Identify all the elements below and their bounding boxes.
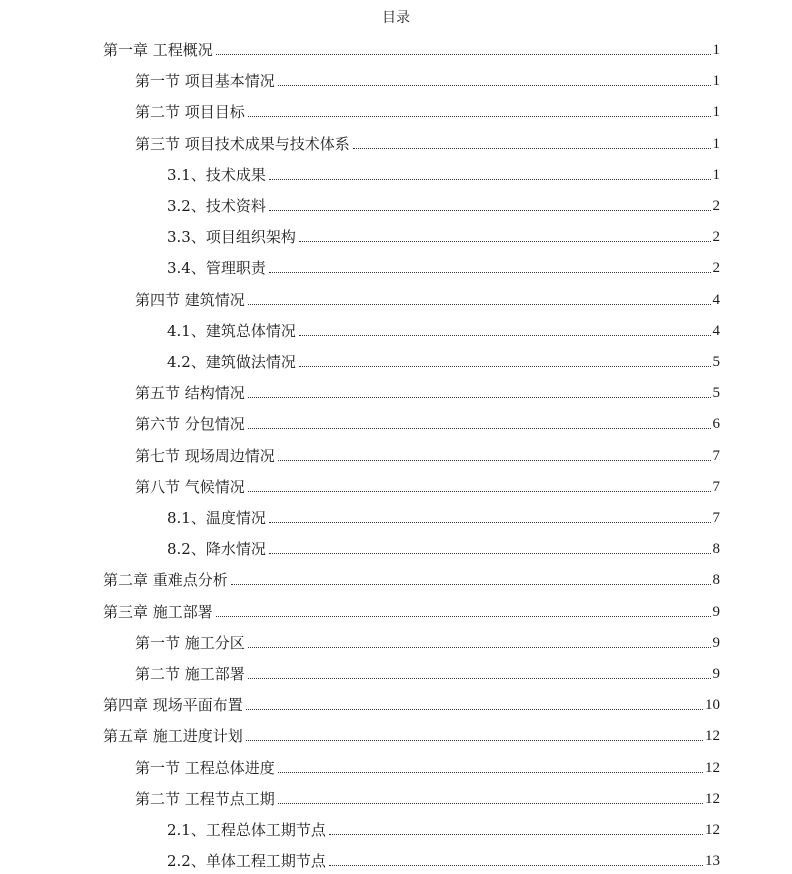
toc-entry[interactable] [167,537,720,559]
toc-entry[interactable] [135,787,720,809]
toc-entry-page-number: 9 [712,604,720,620]
toc-dot-leader [353,147,711,149]
toc-entry-label: 第四章 现场平面布置 [103,696,243,714]
toc-entry-label: 3.2、技术资料 [167,197,266,215]
toc-dot-leader [246,708,703,710]
toc-dot-leader [231,583,711,585]
toc-dot-leader [216,53,711,55]
toc-entry-page-number: 1 [712,167,720,183]
toc-entry-page-number: 6 [712,416,720,432]
toc-dot-leader [299,365,711,367]
toc-entry-page-number: 9 [712,666,720,682]
toc-dot-leader [278,84,711,86]
toc-entry[interactable] [167,350,720,372]
toc-dot-leader [248,490,711,492]
toc-entry[interactable] [103,600,720,622]
toc-entry-label: 第四节 建筑情况 [135,291,245,309]
toc-dot-leader [248,646,711,648]
toc-entry[interactable] [103,568,720,590]
toc-entry-label: 第三章 施工部署 [103,603,213,621]
toc-entry-label: 第八节 气候情况 [135,478,245,496]
toc-entry[interactable] [135,444,720,466]
toc-dot-leader [269,178,711,180]
toc-entry[interactable] [103,724,720,746]
toc-dot-leader [248,677,711,679]
toc-entry-label: 第二节 项目目标 [135,103,245,121]
toc-entry-page-number: 12 [705,822,720,838]
toc-entry-label: 第一节 项目基本情况 [135,72,275,90]
toc-dot-leader [248,303,711,305]
toc-entry-page-number: 7 [712,448,720,464]
toc-entry-label: 第五章 施工进度计划 [103,727,243,745]
toc-dot-leader [216,615,711,617]
toc-dot-leader [248,396,711,398]
toc-entry-label: 3.3、项目组织架构 [167,228,296,246]
toc-dot-leader [246,739,703,741]
toc-entry-label: 2.2、单体工程工期节点 [167,852,326,870]
toc-entry[interactable] [167,225,720,247]
toc-dot-leader [278,802,703,804]
toc-entry[interactable] [103,693,720,715]
toc-dot-leader [278,771,703,773]
toc-entry-label: 3.4、管理职责 [167,259,266,277]
toc-entry[interactable] [103,38,720,60]
toc-entry-page-number: 12 [705,728,720,744]
toc-entry-label: 8.2、降水情况 [167,540,266,558]
toc-entry[interactable] [135,100,720,122]
toc-entry[interactable] [135,69,720,91]
toc-entry[interactable] [167,319,720,341]
toc-entry-label: 第五节 结构情况 [135,384,245,402]
toc-dot-leader [329,864,703,866]
toc-entry-label: 第二节 施工部署 [135,665,245,683]
toc-entry-page-number: 1 [712,104,720,120]
toc-title: 目录 [382,10,410,26]
toc-dot-leader [269,552,711,554]
toc-entry[interactable] [135,381,720,403]
toc-entry-page-number: 8 [712,541,720,557]
toc-entry-page-number: 4 [712,323,720,339]
toc-entry[interactable] [135,132,720,154]
toc-entry-label: 2.1、工程总体工期节点 [167,821,326,839]
toc-entry[interactable] [167,256,720,278]
toc-dot-leader [269,209,711,211]
toc-entry[interactable] [135,631,720,653]
toc-dot-leader [269,521,711,523]
toc-entry[interactable] [135,288,720,310]
toc-entry-page-number: 7 [712,510,720,526]
toc-entry-label: 第一节 工程总体进度 [135,759,275,777]
toc-entry-label: 第一章 工程概况 [103,41,213,59]
toc-entry[interactable] [167,849,720,871]
toc-dot-leader [278,459,711,461]
toc-entry-page-number: 1 [712,136,720,152]
toc-entry-page-number: 5 [712,385,720,401]
toc-entry-label: 第二章 重难点分析 [103,571,228,589]
toc-entry-page-number: 12 [705,791,720,807]
toc-entry-page-number: 1 [712,42,720,58]
toc-entry-label: 第一节 施工分区 [135,634,245,652]
toc-entry[interactable] [135,412,720,434]
toc-entry-label: 4.1、建筑总体情况 [167,322,296,340]
toc-entry-page-number: 7 [712,479,720,495]
toc-entry-label: 8.1、温度情况 [167,509,266,527]
toc-entry-page-number: 5 [712,354,720,370]
toc-entry-page-number: 1 [712,73,720,89]
toc-dot-leader [329,833,703,835]
toc-entry-label: 第七节 现场周边情况 [135,447,275,465]
toc-entry-page-number: 9 [712,635,720,651]
toc-dot-leader [269,271,711,273]
toc-entry-page-number: 4 [712,292,720,308]
toc-entry-page-number: 13 [705,853,720,869]
toc-entry-label: 4.2、建筑做法情况 [167,353,296,371]
toc-entry-page-number: 12 [705,760,720,776]
toc-dot-leader [248,427,711,429]
toc-entry[interactable] [135,756,720,778]
toc-entry[interactable] [167,818,720,840]
toc-entry[interactable] [167,163,720,185]
toc-dot-leader [299,334,711,336]
toc-entry-label: 第二节 工程节点工期 [135,790,275,808]
toc-entry[interactable] [135,662,720,684]
toc-entry-page-number: 2 [712,198,720,214]
toc-dot-leader [248,115,711,117]
toc-entry-page-number: 2 [712,260,720,276]
toc-entry[interactable] [167,506,720,528]
toc-entry[interactable] [167,194,720,216]
toc-entry-page-number: 8 [712,572,720,588]
toc-entry-label: 第三节 项目技术成果与技术体系 [135,135,350,153]
toc-dot-leader [299,240,711,242]
toc-entry-label: 第六节 分包情况 [135,415,245,433]
toc-entry[interactable] [135,475,720,497]
toc-entry-page-number: 10 [705,697,720,713]
toc-entry-page-number: 2 [712,229,720,245]
toc-entry-label: 3.1、技术成果 [167,166,266,184]
